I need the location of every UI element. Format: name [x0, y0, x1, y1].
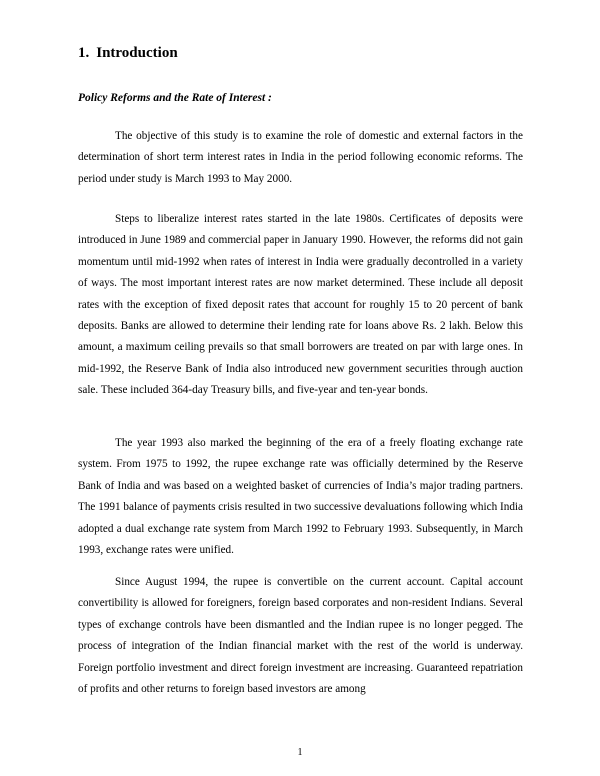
paragraph-interest-rate-liberalization: Steps to liberalize interest rates started in the late 1980s. Certificates of deposits were introduced in June 1989 and commercial paper in January 1990. However, the reforms did not gain momentum until mid-1992 when rates of interest in India were gradually decontrolled in a variety of ways. The most important interest rates are now market determined. These include all deposit rates with the exception of fixed deposit rates that account for roughly 15 to 20 percent of bank deposits. Banks are allowed to determine their lending rate for loans above Rs. 2 lakh. Below this amount, a maximum ceiling prevails so that small borrowers are treated on par with large ones. In mid-1992, the Reserve Bank of India also introduced new government securities through auction sale. These included 364-day Treasury bills, and five-year and ten-year bonds.: [78, 213, 523, 397]
section-heading: [78, 43, 178, 63]
page-number: 1: [297, 747, 303, 758]
paragraph-exchange-rate-system: The year 1993 also marked the beginning of the era of a freely floating exchange rate system. From 1975 to 1992, the rupee exchange rate was officially determined by the Reserve Bank of India and was based on a weighted basket of currencies of India’s major trading partners. The 1991 balance of payments crisis resulted in two successive devaluations following which India adopted a dual exchange rate system from March 1992 to February 1993. Subsequently, in March 1993, exchange rates were unified.: [78, 437, 523, 557]
subsection-heading: Policy Reforms and the Rate of Interest :: [78, 92, 272, 104]
section-number: 1.: [78, 45, 90, 61]
paragraph-rupee-convertibility: Since August 1994, the rupee is convertible on the current account. Capital account convertibility is allowed for foreigners, foreign based corporates and non-resident Indians. Several types of exchange controls have been dismantled and the Indian rupee is no longer pegged. The process of integration of the Indian financial market with the rest of the world is underway. Foreign portfolio investment and direct foreign investment are increasing. Guaranteed repatriation of profits and other returns to foreign based investors are among: [78, 576, 523, 696]
paragraph-study-objective: The objective of this study is to examine the role of domestic and external factors in the determination of short term interest rates in India in the period following economic reforms. The period under study is March 1993 to May 2000.: [78, 130, 523, 185]
section-title: Introduction: [96, 45, 178, 61]
